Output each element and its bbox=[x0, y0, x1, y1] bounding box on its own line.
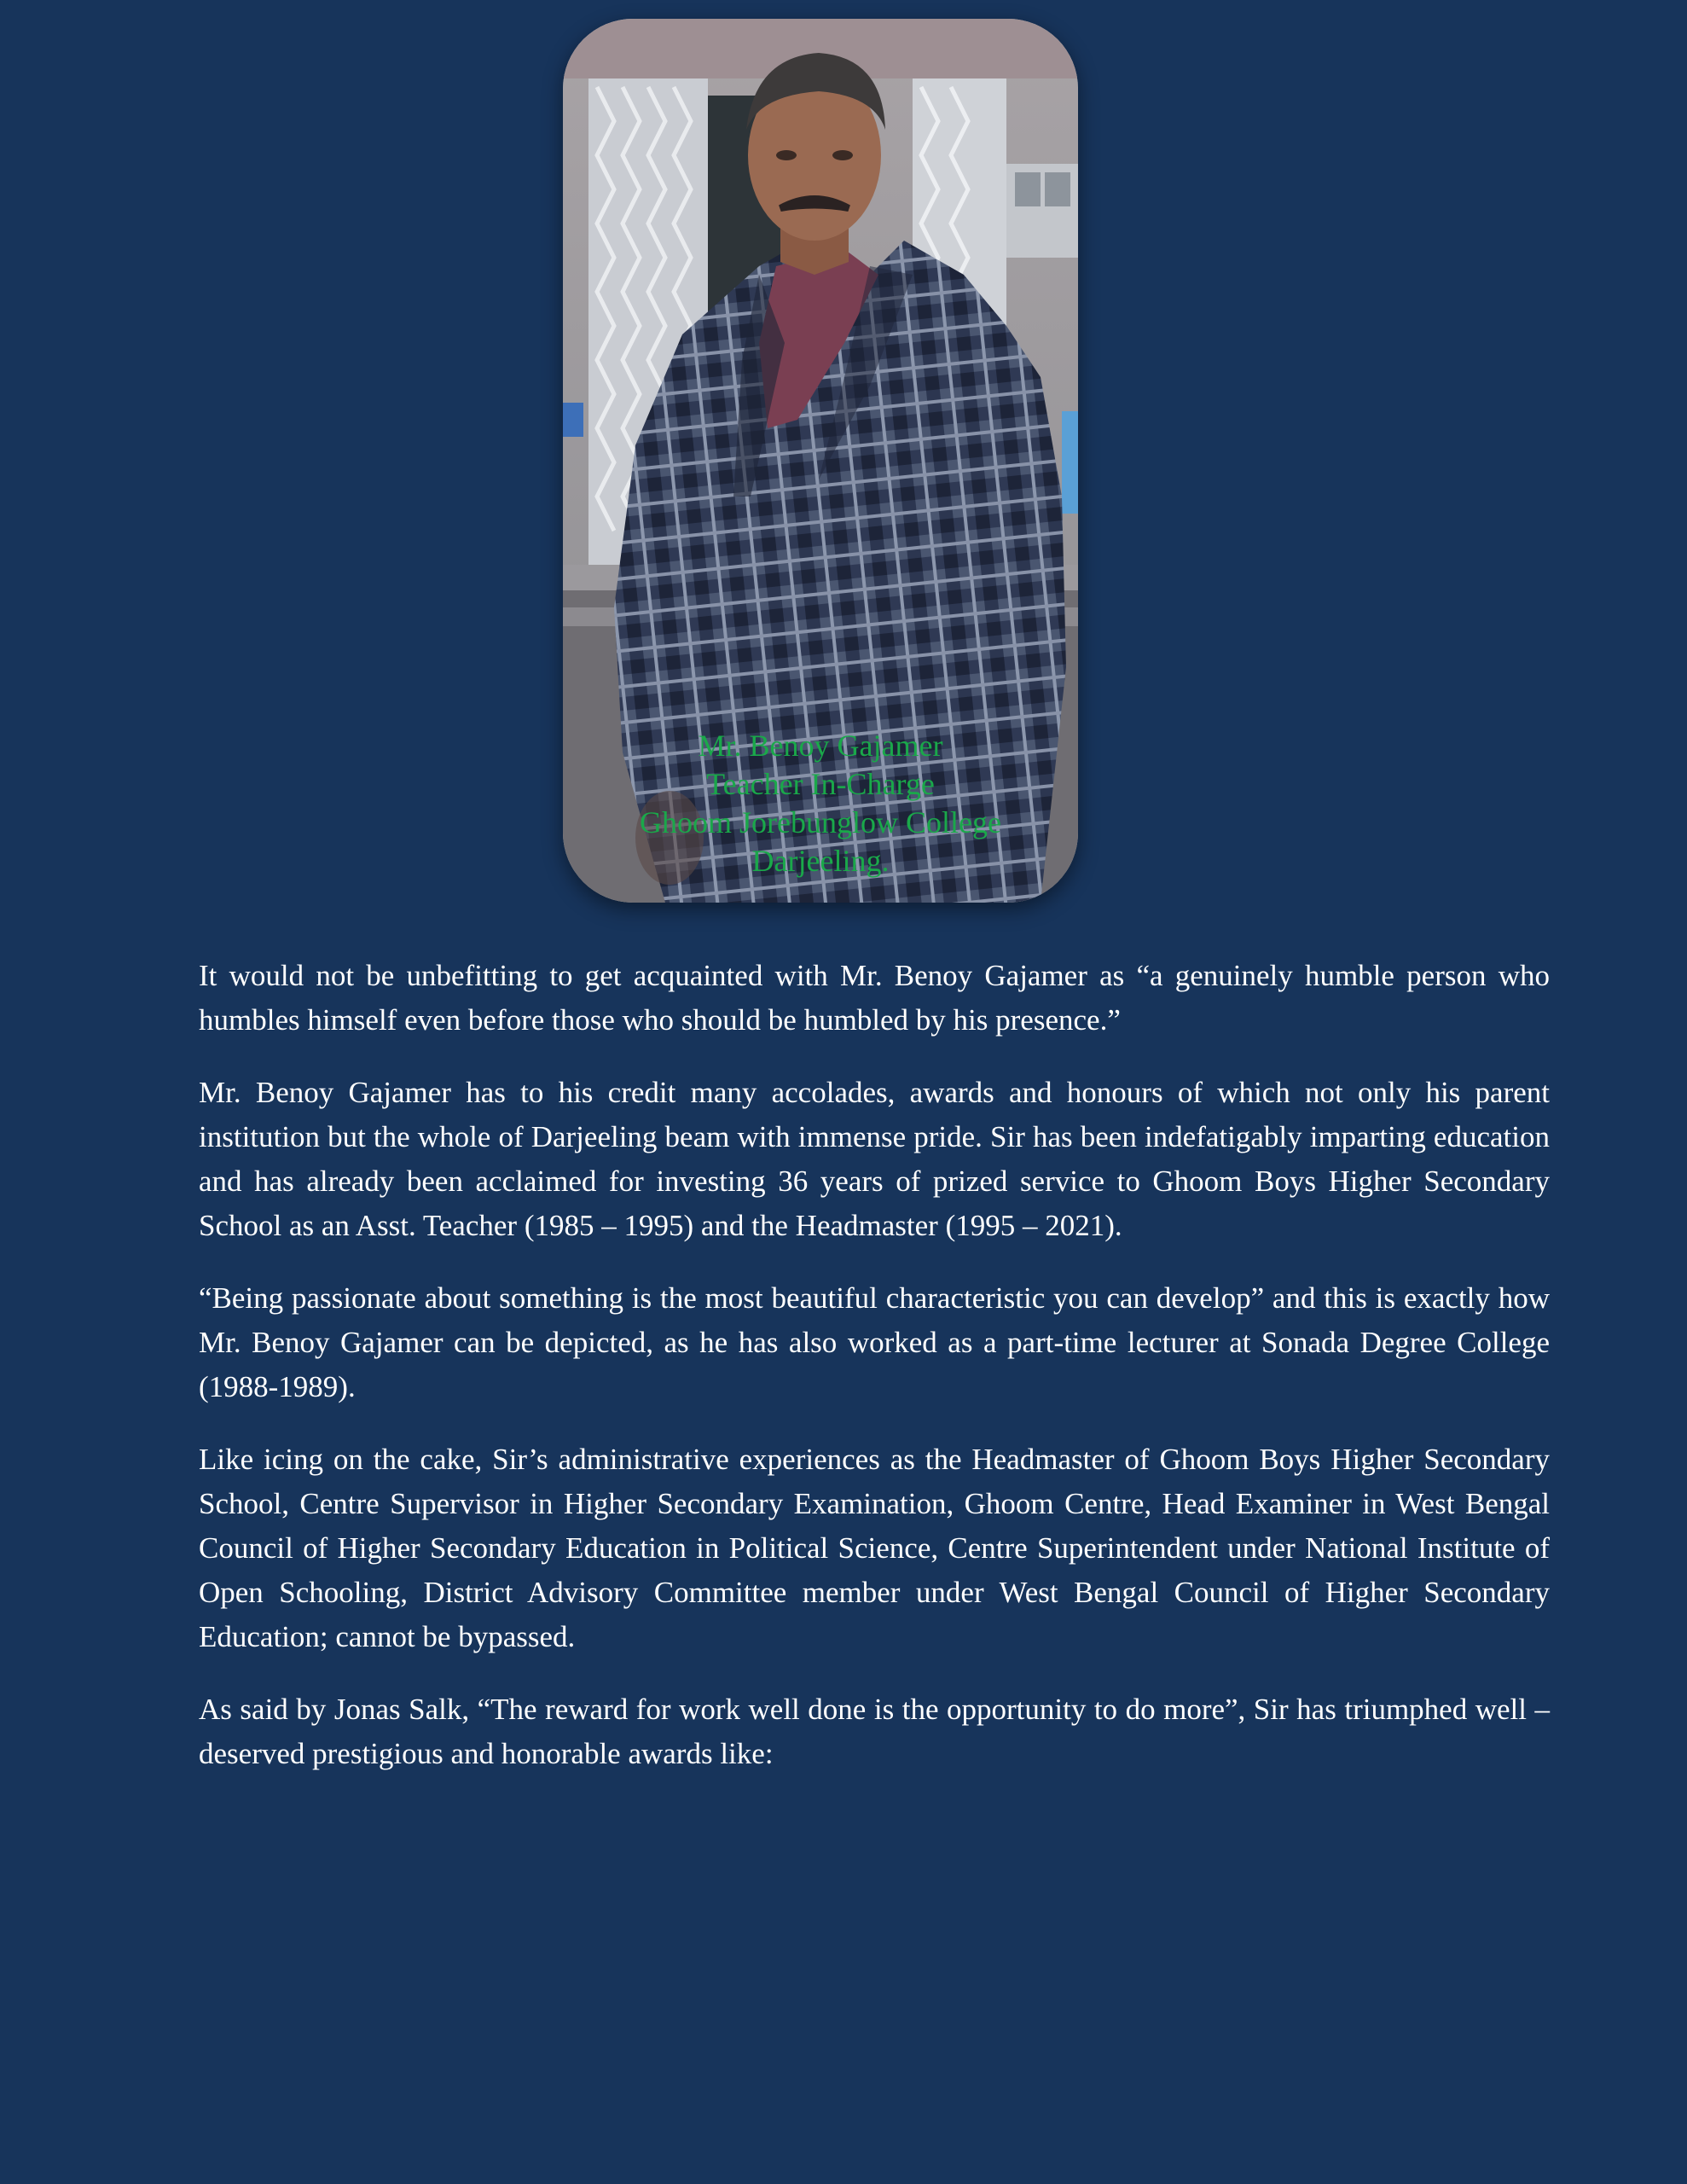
body-text bbox=[199, 954, 1550, 1804]
caption-name: Mr. Benoy Gajamer bbox=[698, 729, 943, 763]
paragraph-passion: “Being passionate about something is the most beautiful characteristic you can develop” and this is exactly how Mr. Benoy Gajamer can be depicted, as he has also worked as a part-time lecturer at Sonada Degree College (1988-1989). bbox=[199, 1281, 1550, 1403]
caption-institution: Ghoom Jorebunglow College bbox=[640, 805, 1001, 839]
caption-location: Darjeeling. bbox=[751, 844, 890, 878]
paragraph-administrative: Like icing on the cake, Sir’s administrative experiences as the Headmaster of Ghoom Boys Higher Secondary School, Centre Supervisor in Higher Secondary Examination, Ghoom Centre, Head Examiner in West Bengal Council of Higher Secondary Education in Political Science, Centre Superintendent under National Institute of Open Schooling, District Advisory Committee member under West Bengal Council of Higher Secondary Education; cannot be bypassed. bbox=[199, 1443, 1550, 1653]
photo-caption bbox=[563, 727, 1078, 880]
paragraph-service: Mr. Benoy Gajamer has to his credit many accolades, awards and honours of which not only his parent institution but the whole of Darjeeling beam with immense pride. Sir has been indefatigably imparting education and has already been acclaimed for investing 36 years of prized service to Ghoom Boys Higher Secondary School as an Asst. Teacher (1985 – 1995) and the Headmaster (1995 – 2021). bbox=[199, 1076, 1550, 1242]
caption-title: Teacher In-Charge bbox=[706, 767, 935, 801]
paragraph-awards: As said by Jonas Salk, “The reward for work well done is the opportunity to do more”, Sir has triumphed well – deserved prestigious and honorable awards like: bbox=[199, 1693, 1550, 1770]
paragraph-introduction: It would not be unbefitting to get acquainted with Mr. Benoy Gajamer as “a genuinely humble person who humbles himself even before those who should be humbled by his presence.” bbox=[199, 959, 1550, 1037]
profile-photo bbox=[563, 19, 1078, 903]
